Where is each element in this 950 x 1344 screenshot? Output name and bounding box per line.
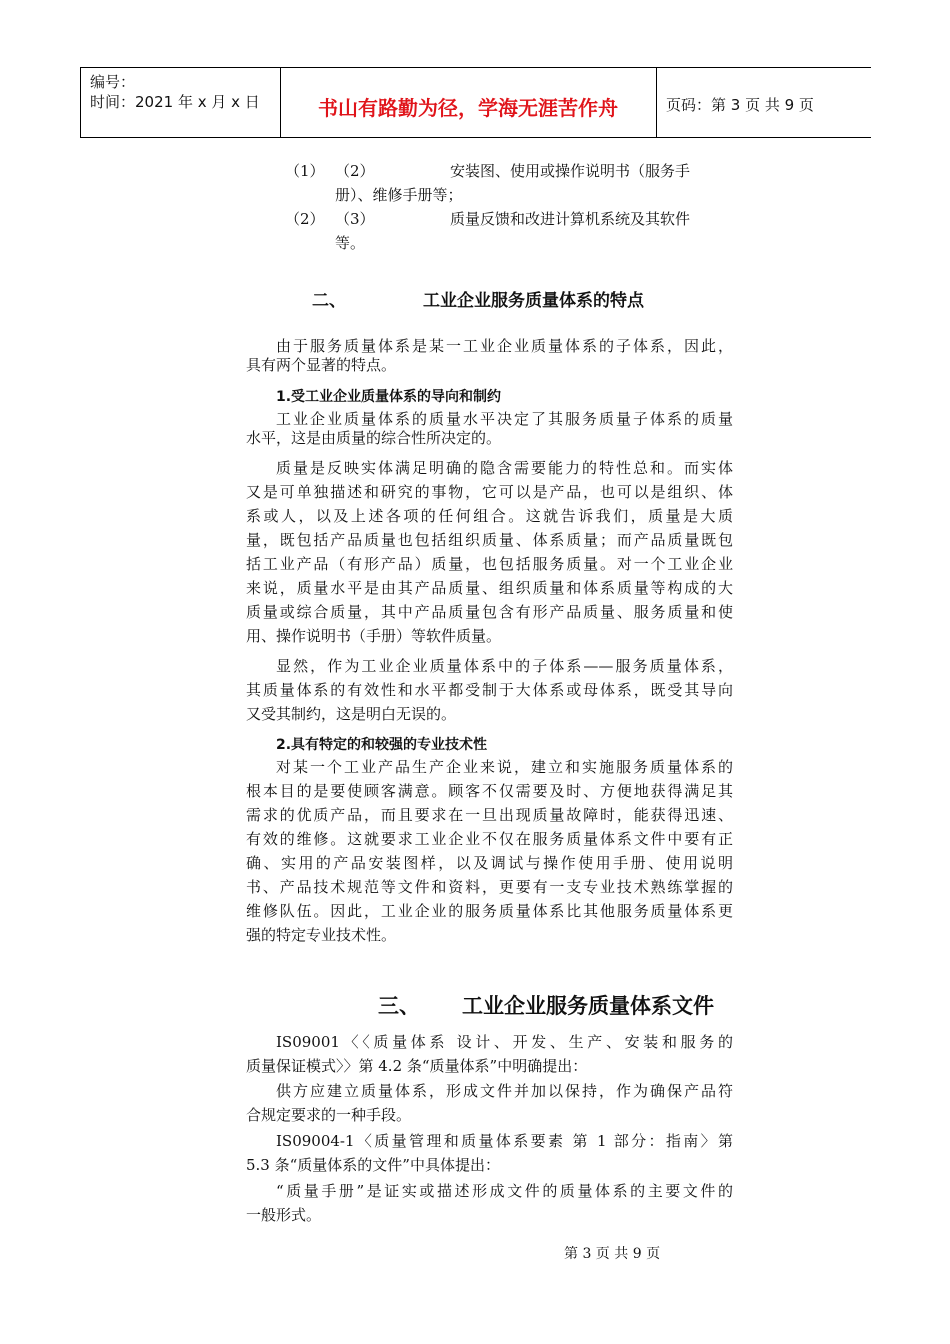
text-line: 由于服务质量体系是某一工业企业质量体系的子体系，因此， [276, 337, 733, 355]
paragraph [246, 1082, 733, 1125]
text-line: 用、操作说明书（手册）等软件质量。 [246, 627, 502, 645]
text-line: 系或人，以及上述各项的任何组合。这就告诉我们，质量是大质 [246, 507, 733, 525]
header-time-label: 时间：2021 年 x 月 x 日 [90, 93, 260, 111]
text-line: 5.3 条“质量体系的文件”中具体提出： [246, 1156, 500, 1174]
text-line: 质量保证模式〉〉第 4.2 条“质量体系”中明确提出： [246, 1057, 588, 1075]
section-2-number: 二、 [312, 291, 346, 311]
header-border-left [80, 68, 81, 137]
list-item-num: （1） [285, 162, 325, 180]
text-line: 需求的优质产品，而且要求在一旦出现质量故障时，能获得迅速、 [246, 806, 733, 824]
paragraph [246, 657, 733, 724]
text-line: 量，既包括产品质量也包括组织质量、体系质量；而产品质量既包 [246, 531, 733, 549]
paragraph [246, 758, 733, 945]
text-line: 供方应建立质量体系，形成文件并加以保持，作为确保产品符 [276, 1082, 733, 1100]
text-line: 一般形式。 [246, 1206, 322, 1224]
paragraph [246, 1182, 733, 1225]
text-line: 确、实用的产品安装图样，以及调试与操作使用手册、使用说明 [246, 854, 733, 872]
list-item-sub: （3） [335, 210, 375, 228]
text-line: 其质量体系的有效性和水平都受制于大体系或母体系，既受其导向 [246, 681, 733, 699]
text-line: 强的特定专业技术性。 [246, 926, 397, 944]
header-number-label: 编号： [90, 73, 136, 91]
text-line: “质量手册”是证实或描述形成文件的质量体系的主要文件的 [276, 1182, 733, 1200]
text-line: 对某一个工业产品生产企业来说，建立和实施服务质量体系的 [276, 758, 733, 776]
header-page-info: 页码：第 3 页 共 9 页 [666, 96, 814, 114]
section-3-number: 三、 [378, 994, 420, 1018]
paragraph [246, 337, 733, 375]
text-line: IS09004-1〈质量管理和质量体系要素 第 1 部分：指南〉第 [276, 1132, 733, 1150]
list-item-cont: 册）、维修手册等； [335, 186, 463, 204]
text-line: 具有两个显著的特点。 [246, 356, 397, 374]
subheading-1: 1.受工业企业质量体系的导向和制约 [276, 389, 502, 405]
text-line: 维修队伍。因此，工业企业的服务质量体系比其他服务质量体系更 [246, 902, 733, 920]
text-line: 水平，这是由质量的综合性所决定的。 [246, 429, 502, 447]
list-item-sub: （2） [335, 162, 375, 180]
text-line: 工业企业质量体系的质量水平决定了其服务质量子体系的质量 [276, 410, 733, 428]
text-line: 有效的维修。这就要求工业企业不仅在服务质量体系文件中要有正 [246, 830, 733, 848]
text-line: IS09001〈〈质量体系 设计、开发、生产、安装和服务的 [276, 1033, 733, 1051]
text-line: 括工业产品（有形产品）质量，也包括服务质量。对一个工业企业 [246, 555, 733, 573]
list-item-num: （2） [285, 210, 325, 228]
text-line: 根本目的是要使顾客满意。顾客不仅需要及时、方便地获得满足其 [246, 782, 733, 800]
section-2-title: 工业企业服务质量体系的特点 [423, 291, 644, 311]
document-header [80, 67, 871, 138]
paragraph [246, 459, 733, 646]
text-line: 质量是反映实体满足明确的隐含需要能力的特性总和。而实体 [276, 459, 733, 477]
header-meta [90, 72, 260, 112]
text-line: 又受其制约，这是明白无误的。 [246, 705, 457, 723]
header-divider-2 [656, 68, 657, 137]
list-item-text: 安装图、使用或操作说明书（服务手 [450, 162, 691, 180]
paragraph [246, 1033, 733, 1076]
text-line: 显然，作为工业企业质量体系中的子体系——服务质量体系， [276, 657, 733, 675]
section-3-title: 工业企业服务质量体系文件 [462, 994, 714, 1018]
list-item-cont: 等。 [335, 234, 366, 252]
text-line: 又是可单独描述和研究的事物，它可以是产品，也可以是组织、体 [246, 483, 733, 501]
header-motto: 书山有路勤为径，学海无涯苦作舟 [318, 96, 618, 120]
paragraph [246, 410, 733, 448]
subheading-2: 2.具有特定的和较强的专业技术性 [276, 737, 488, 753]
paragraph [246, 1132, 733, 1175]
text-line: 来说，质量水平是由其产品质量、组织质量和体系质量等构成的大 [246, 579, 733, 597]
text-line: 质量或综合质量，其中产品质量包含有形产品质量、服务质量和使 [246, 603, 733, 621]
list-item-text: 质量反馈和改进计算机系统及其软件 [450, 210, 691, 228]
text-line: 合规定要求的一种手段。 [246, 1106, 412, 1124]
page-footer: 第 3 页 共 9 页 [564, 1246, 661, 1262]
text-line: 书、产品技术规范等文件和资料，更要有一支专业技术熟练掌握的 [246, 878, 733, 896]
